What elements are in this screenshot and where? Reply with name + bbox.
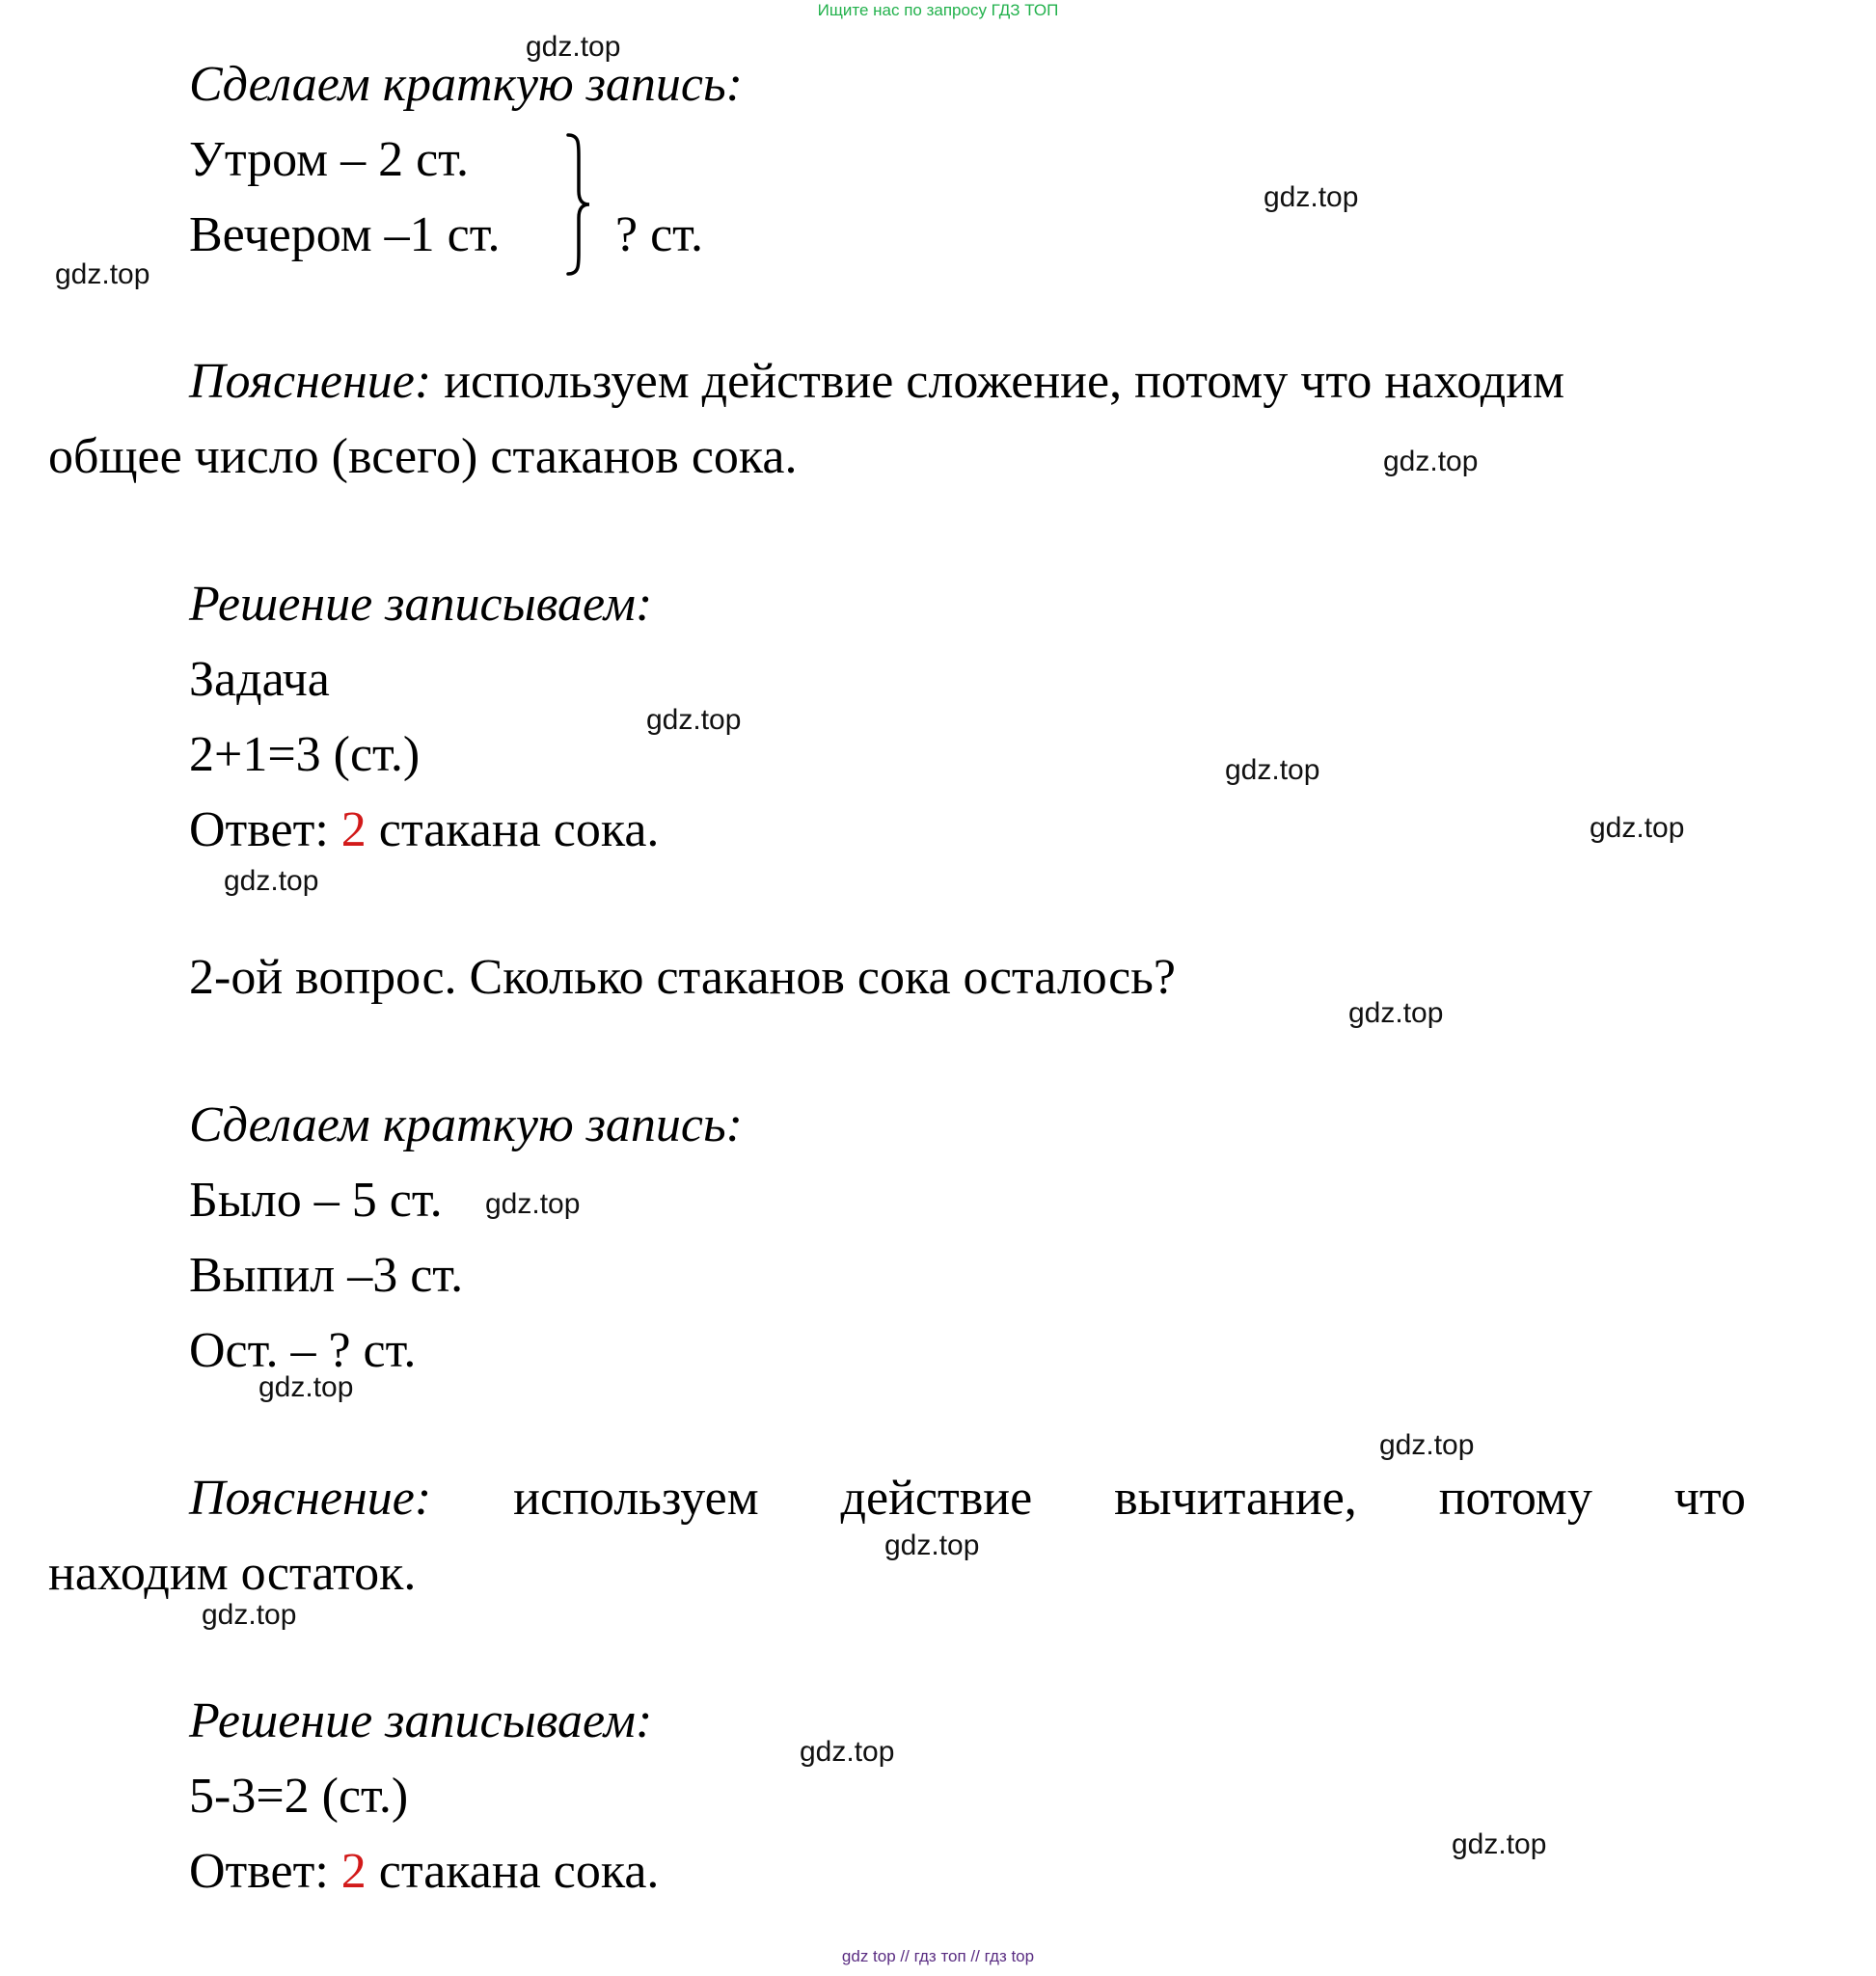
answer-value: 2: [340, 1844, 367, 1899]
watermark: gdz.top: [485, 1188, 581, 1220]
note-line-was: Было – 5 ст.: [189, 1173, 443, 1228]
equation-1: 2+1=3 (ст.): [189, 727, 421, 782]
explanation-label: Пояснение:: [189, 354, 432, 409]
explanation-word: потому: [1438, 1471, 1592, 1526]
question-2: 2-ой вопрос. Сколько стаканов сока осталось?: [189, 950, 1176, 1005]
answer-value: 2: [340, 802, 367, 857]
equation-2: 5-3=2 (ст.): [189, 1769, 409, 1824]
explanation-label: Пояснение:: [189, 1471, 432, 1526]
note-line-drank: Выпил –3 ст.: [189, 1248, 464, 1303]
note-line-left: Ост. – ? ст.: [189, 1323, 417, 1378]
curly-brace-icon: [565, 133, 592, 276]
answer-1: [189, 801, 659, 859]
watermark: gdz.top: [1225, 754, 1320, 786]
top-banner: Ищите нас по запросу ГДЗ ТОП: [817, 1, 1059, 19]
explanation-word: что: [1673, 1471, 1746, 1526]
note-line-morning: Утром – 2 ст.: [189, 132, 469, 187]
answer-prefix: Ответ:: [189, 1844, 329, 1899]
answer-suffix: стакана сока.: [378, 1844, 660, 1899]
note-heading-1: Сделаем краткую запись:: [189, 57, 743, 112]
explanation-text: используем действие сложение, потому что находим: [444, 354, 1565, 409]
bottom-banner: gdz top // гдз топ // гдз top: [841, 1947, 1035, 1965]
watermark: gdz.top: [1452, 1828, 1547, 1860]
watermark: gdz.top: [526, 31, 621, 63]
watermark: gdz.top: [1264, 181, 1359, 213]
solution-heading-1: Решение записываем:: [189, 577, 653, 632]
answer-prefix: Ответ:: [189, 802, 329, 857]
watermark: gdz.top: [55, 258, 150, 290]
explanation-line-1-part2: [189, 1470, 1746, 1528]
answer-suffix: стакана сока.: [378, 802, 660, 857]
explanation-word: действие: [840, 1471, 1033, 1526]
solution-heading-2: Решение записываем:: [189, 1693, 653, 1748]
explanation-line-2-part2: находим остаток.: [48, 1546, 417, 1601]
explanation-line-2: общее число (всего) стаканов сока.: [48, 429, 798, 484]
note-line-evening: Вечером –1 ст.: [189, 207, 501, 262]
watermark: gdz.top: [1590, 812, 1685, 844]
explanation-line-1: [189, 353, 1564, 411]
watermark: gdz.top: [1383, 446, 1479, 477]
watermark: gdz.top: [258, 1371, 354, 1403]
explanation-word: используем: [513, 1471, 759, 1526]
total-question: ? ст.: [615, 207, 703, 262]
watermark: gdz.top: [884, 1529, 980, 1561]
watermark: gdz.top: [1348, 997, 1444, 1029]
task-label: Задача: [189, 652, 330, 707]
watermark: gdz.top: [224, 865, 319, 897]
note-heading-2: Сделаем краткую запись:: [189, 1097, 743, 1152]
watermark: gdz.top: [800, 1736, 895, 1768]
watermark: gdz.top: [202, 1599, 297, 1631]
watermark: gdz.top: [1379, 1429, 1475, 1461]
explanation-word: вычитание,: [1114, 1471, 1357, 1526]
watermark: gdz.top: [646, 704, 742, 736]
answer-2: [189, 1843, 659, 1901]
